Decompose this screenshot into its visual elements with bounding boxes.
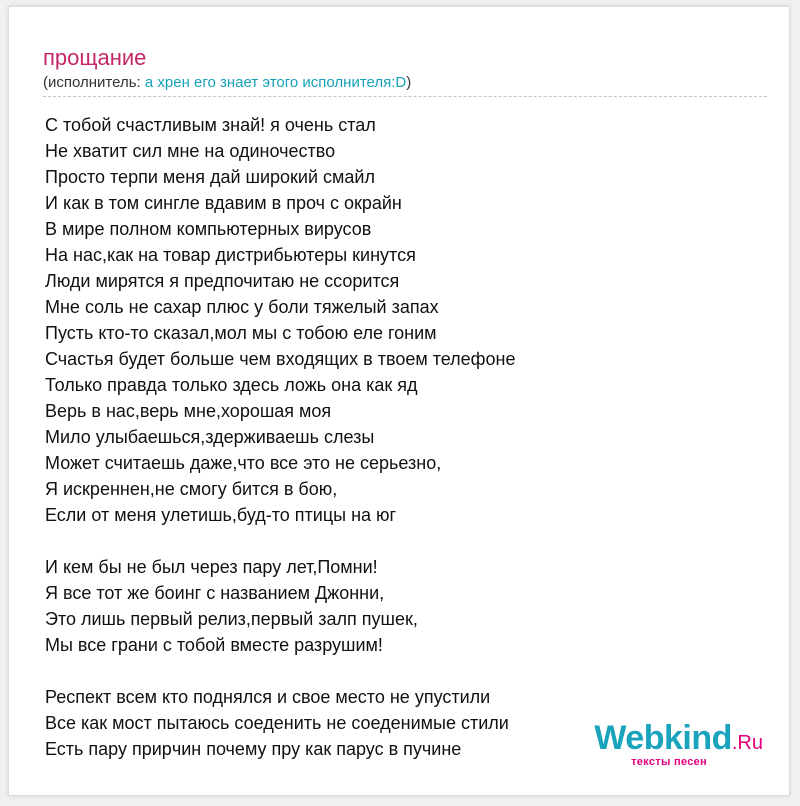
lyric-line: Я искреннен,не смогу бится в бою, <box>45 479 338 499</box>
lyric-line: И как в том сингле вдавим в проч с окрайн <box>45 193 402 213</box>
artist-prefix: (исполнитель: <box>43 74 145 91</box>
divider <box>43 96 767 97</box>
lyric-line: Только правда только здесь ложь она как яд <box>45 375 418 395</box>
lyrics-card <box>8 6 790 796</box>
logo-brand: Webkind <box>594 719 732 757</box>
lyric-line: Есть пару приpчин почему пру как парус в пучине <box>45 739 462 759</box>
webkind-logo[interactable] <box>563 721 763 769</box>
lyric-line: Все как мост пытаюсь соеденить не соеденимые стили <box>45 713 509 733</box>
lyric-line: И кем бы не был через пару лет,Помни! <box>45 557 378 577</box>
lyric-line: Мы все грани с тобой вместе разрушим! <box>45 635 383 655</box>
lyric-line: В мире полном компьютерных вирусов <box>45 219 372 239</box>
lyric-line: Пусть кто-то сказал,мол мы с тобою еле гоним <box>45 323 437 343</box>
stanza <box>45 112 775 528</box>
logo-tld: .Ru <box>731 732 763 754</box>
artist-line <box>43 74 411 92</box>
lyric-line: Люди мирятся я предпочитаю не ссорится <box>45 271 400 291</box>
lyric-line: Это лишь первый релиз,первый залп пушек, <box>45 609 418 629</box>
lyric-line: Не хватит сил мне на одиночество <box>45 141 336 161</box>
lyric-line: Мне соль не сахар плюс у боли тяжелый запах <box>45 297 439 317</box>
stanza <box>45 554 775 658</box>
lyric-line: Я все тот же боинг с названием Джонни, <box>45 583 385 603</box>
lyric-line: Мило улыбаешься,здерживаешь слезы <box>45 427 375 447</box>
artist-suffix: ) <box>406 74 412 91</box>
lyric-line: Если от меня улетишь,буд-то птицы на юг <box>45 505 397 525</box>
lyric-line: Респект всем кто поднялся и свое место не упустили <box>45 687 491 707</box>
logo-wordmark <box>563 721 763 760</box>
song-title: прощание <box>43 45 147 70</box>
lyric-line: Счастья будет больше чем входящих в твоем телефоне <box>45 349 516 369</box>
logo-tagline: тексты песен <box>631 756 707 768</box>
lyric-line: Просто терпи меня дай широкий смайл <box>45 167 375 187</box>
lyric-line: Может считаешь даже,что все это не серьезно, <box>45 453 442 473</box>
lyrics-text <box>45 112 775 788</box>
lyric-line: Верь в нас,верь мне,хорошая моя <box>45 401 332 421</box>
lyric-line: С тобой счастливым знай! я очень стал <box>45 115 376 135</box>
lyric-line: На нас,как на товар дистрибьютеры кинутся <box>45 245 416 265</box>
artist-link[interactable]: а хрен его знает этого исполнителя:D <box>144 74 407 91</box>
